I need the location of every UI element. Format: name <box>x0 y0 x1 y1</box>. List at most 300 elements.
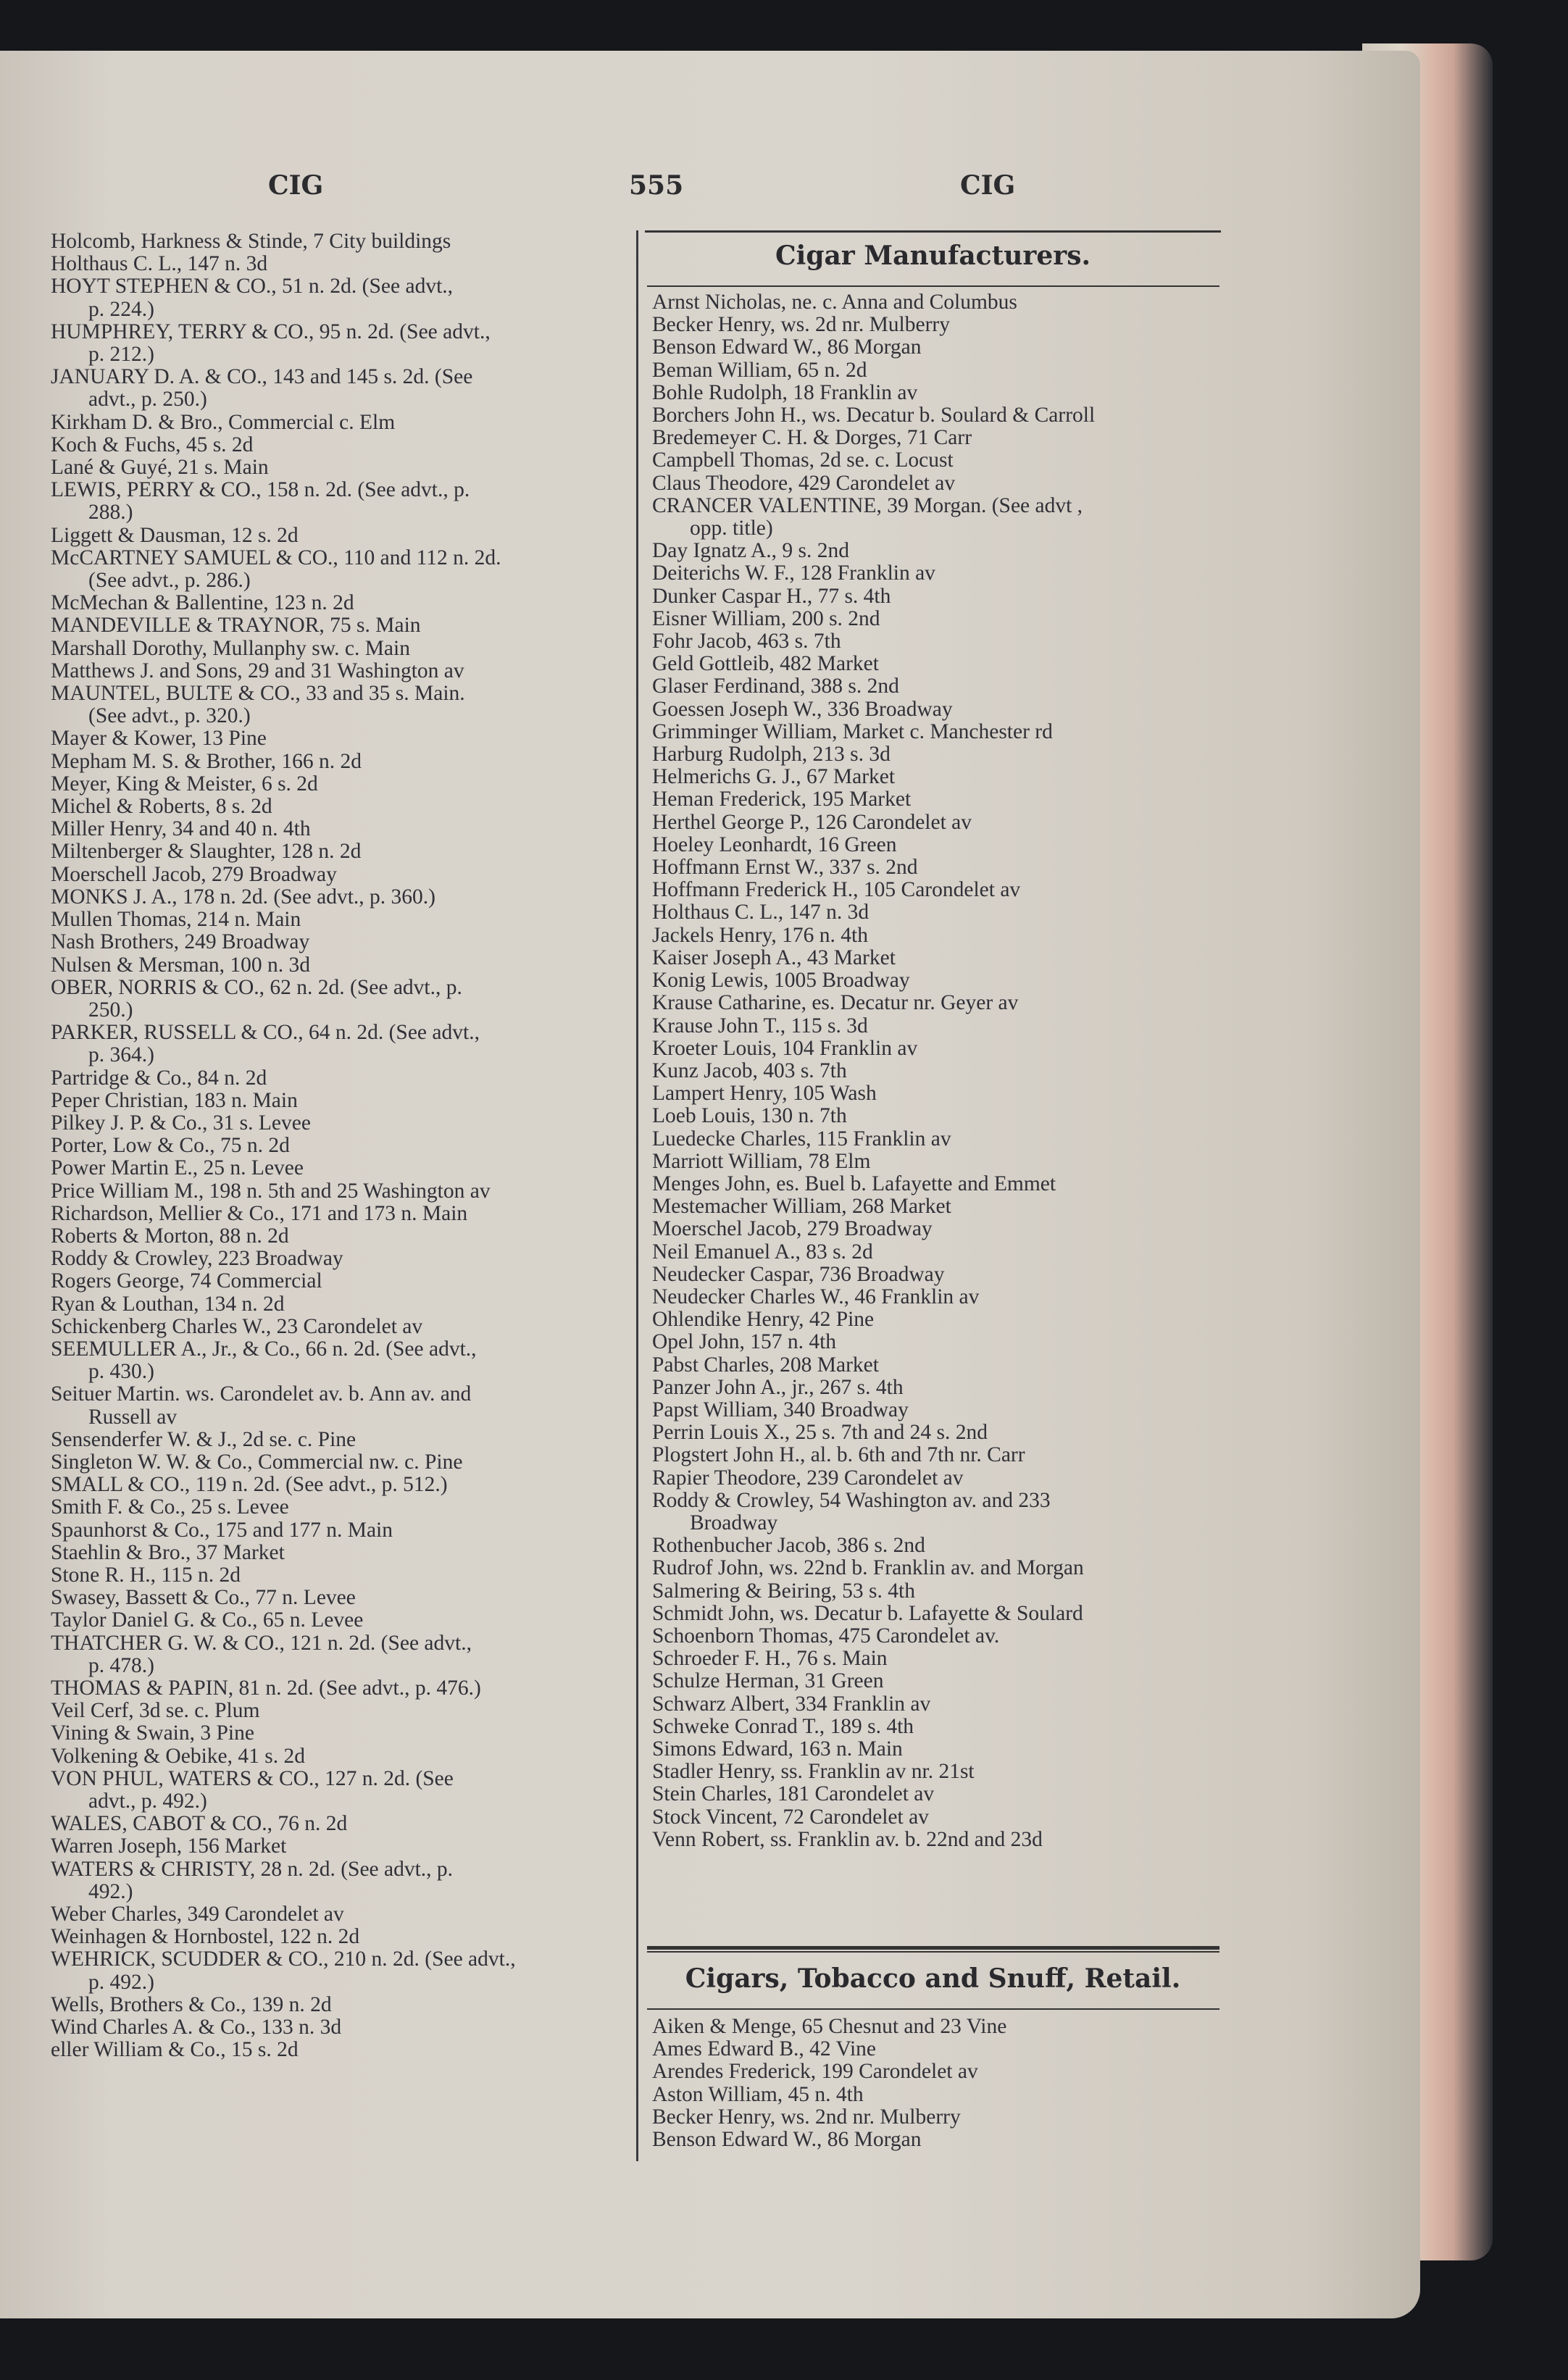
directory-entry <box>51 1022 635 1066</box>
entry-text: Mayer & Kower, 13 Pine <box>51 727 267 751</box>
directory-entry <box>652 2016 1225 2038</box>
entry-text: Mepham M. S. & Brother, 166 n. 2d <box>51 749 362 773</box>
directory-entry <box>51 1768 635 1813</box>
entry-text: Mullen Thomas, 214 n. Main <box>51 908 301 932</box>
manufacturers-listing <box>652 291 1225 1851</box>
directory-entry <box>51 1926 635 1948</box>
directory-entry <box>652 1444 1225 1466</box>
directory-entry <box>652 1308 1225 1331</box>
entry-text: Wells, Brothers & Co., 139 n. 2d <box>51 1992 332 2016</box>
entry-continuation: 492.) <box>88 1879 133 1903</box>
directory-entry <box>652 608 1225 630</box>
directory-entry <box>652 1105 1225 1127</box>
entry-text: Kunz Jacob, 403 s. 7th <box>652 1059 847 1082</box>
entry-text: Meyer, King & Meister, 6 s. 2d <box>51 772 318 796</box>
entry-text: Arnst Nicholas, ne. c. Anna and Columbus <box>652 291 1017 314</box>
entry-text: Simons Edward, 163 n. Main <box>652 1737 903 1761</box>
entry-text: Claus Theodore, 429 Carondelet av <box>652 471 956 495</box>
entry-text: Neil Emanuel A., 83 s. 2d <box>652 1240 873 1264</box>
directory-entry <box>652 2060 1225 2083</box>
directory-entry <box>51 1994 635 2016</box>
entry-text: Pabst Charles, 208 Market <box>652 1353 879 1377</box>
directory-entry <box>51 253 635 275</box>
directory-entry <box>51 479 635 524</box>
directory-entry <box>51 1542 635 1564</box>
entry-continuation: p. 478.) <box>88 1653 154 1677</box>
entry-text: Schulze Herman, 31 Green <box>652 1669 884 1693</box>
entry-text: Papst William, 340 Broadway <box>652 1398 909 1421</box>
column-divider <box>636 230 638 2161</box>
entry-text: Wind Charles A. & Co., 133 n. 3d <box>51 2016 342 2039</box>
directory-entry <box>51 638 635 660</box>
entry-text: Roddy & Crowley, 223 Broadway <box>51 1247 343 1271</box>
entry-text: Rapier Theodore, 239 Carondelet av <box>652 1466 964 1490</box>
directory-entry <box>51 1813 635 1835</box>
entry-text: Arendes Frederick, 199 Carondelet av <box>652 2060 978 2084</box>
entry-text: HOYT STEPHEN & CO., 51 n. 2d. (See advt., <box>51 275 454 298</box>
entry-text: Marshall Dorothy, Mullanphy sw. c. Main <box>51 636 410 660</box>
directory-entry <box>51 1632 635 1677</box>
entry-text: WEHRICK, SCUDDER & CO., 210 n. 2d. (See advt., <box>51 1947 516 1971</box>
directory-entry <box>652 743 1225 766</box>
directory-entry <box>652 449 1225 472</box>
directory-entry <box>652 811 1225 834</box>
entry-text: MONKS J. A., 178 n. 2d. (See advt., p. 360.) <box>51 885 435 909</box>
entry-text: Weber Charles, 349 Carondelet av <box>51 1903 344 1926</box>
directory-entry <box>51 1700 635 1722</box>
entry-text: MAUNTEL, BULTE & CO., 33 and 35 s. Main. <box>51 682 465 706</box>
directory-entry <box>652 1625 1225 1648</box>
entry-text: Holcomb, Harkness & Stinde, 7 City buildings <box>51 230 451 253</box>
entry-text: WATERS & CHRISTY, 28 n. 2d. (See advt., p. <box>51 1857 454 1881</box>
entry-text: Herthel George P., 126 Carondelet av <box>652 810 972 834</box>
section-rule <box>647 2008 1219 2010</box>
entry-text: Seituer Martin. ws. Carondelet av. b. Ann av. and <box>51 1382 472 1406</box>
directory-entry <box>652 1082 1225 1105</box>
entry-text: Mestemacher William, 268 Market <box>652 1195 951 1219</box>
entry-continuation: 288.) <box>88 501 133 525</box>
directory-entry <box>51 864 635 886</box>
entry-continuation: 250.) <box>88 998 133 1022</box>
directory-entry <box>652 1377 1225 1399</box>
entry-text: Stone R. H., 115 n. 2d <box>51 1563 241 1587</box>
entry-text: Krause John T., 115 s. 3d <box>652 1014 868 1037</box>
entry-text: Porter, Low & Co., 75 n. 2d <box>51 1134 290 1158</box>
entry-text: JANUARY D. A. & CO., 143 and 145 s. 2d. (See <box>51 365 473 389</box>
entry-text: MANDEVILLE & TRAYNOR, 75 s. Main <box>51 614 421 638</box>
directory-entry <box>51 1609 635 1632</box>
entry-text: Holthaus C. L., 147 n. 3d <box>51 252 268 276</box>
entry-text: THOMAS & PAPIN, 81 n. 2d. (See advt., p. 476.) <box>51 1677 481 1700</box>
entry-text: PARKER, RUSSELL & CO., 64 n. 2d. (See advt., <box>51 1021 480 1045</box>
entry-text: Salmering & Beiring, 53 s. 4th <box>652 1579 915 1603</box>
entry-text: Geld Gottleib, 482 Market <box>652 652 879 676</box>
directory-entry <box>652 382 1225 404</box>
entry-text: Volkening & Oebike, 41 s. 2d <box>51 1744 305 1768</box>
entry-text: Schroeder F. H., 76 s. Main <box>652 1647 888 1671</box>
directory-entry <box>652 1264 1225 1286</box>
entry-text: Power Martin E., 25 n. Levee <box>51 1156 304 1180</box>
entry-text: Lampert Henry, 105 Wash <box>652 1082 877 1106</box>
directory-entry <box>51 1722 635 1745</box>
entry-text: Hoeley Leonhardt, 16 Green <box>652 832 897 856</box>
entry-text: Goessen Joseph W., 336 Broadway <box>652 697 953 721</box>
directory-entry <box>652 969 1225 992</box>
directory-entry <box>652 291 1225 314</box>
directory-entry <box>652 1557 1225 1579</box>
entry-text: Smith F. & Co., 25 s. Levee <box>51 1495 289 1519</box>
directory-entry <box>652 1015 1225 1037</box>
entry-text: Miller Henry, 34 and 40 n. 4th <box>51 817 311 841</box>
entry-continuation: p. 224.) <box>88 297 154 321</box>
entry-text: Campbell Thomas, 2d se. c. Locust <box>652 448 954 472</box>
entry-text: Ohlendike Henry, 42 Pine <box>652 1308 875 1332</box>
directory-entry <box>51 1858 635 1903</box>
entry-text: Ryan & Louthan, 134 n. 2d <box>51 1292 285 1316</box>
entry-text: Staehlin & Bro., 37 Market <box>51 1540 285 1564</box>
directory-entry <box>652 1535 1225 1557</box>
directory-entry <box>652 1060 1225 1082</box>
directory-entry <box>652 856 1225 879</box>
entry-text: SMALL & CO., 119 n. 2d. (See advt., p. 512.) <box>51 1473 448 1497</box>
entry-text: Neudecker Caspar, 736 Broadway <box>652 1262 945 1286</box>
directory-entry <box>652 698 1225 721</box>
section-heading-manufacturers: Cigar Manufacturers. <box>775 241 1091 271</box>
directory-entry <box>51 773 635 796</box>
entry-text: McCARTNEY SAMUEL & CO., 110 and 112 n. 2d. <box>51 546 501 569</box>
directory-entry <box>652 2106 1225 2129</box>
entry-text: Krause Catharine, es. Decatur nr. Geyer av <box>652 991 1019 1015</box>
directory-entry <box>51 1564 635 1587</box>
entry-text: Stock Vincent, 72 Carondelet av <box>652 1805 929 1829</box>
directory-entry <box>652 1037 1225 1060</box>
entry-continuation: (See advt., p. 320.) <box>88 704 251 728</box>
directory-entry <box>51 1135 635 1157</box>
entry-text: Swasey, Bassett & Co., 77 n. Levee <box>51 1586 356 1610</box>
entry-text: Spaunhorst & Co., 175 and 177 n. Main <box>51 1518 393 1542</box>
entry-text: Schwarz Albert, 334 Franklin av <box>652 1692 931 1716</box>
entry-text: Kroeter Louis, 104 Franklin av <box>652 1036 918 1060</box>
directory-entry <box>51 660 635 682</box>
header-left-keyword: CIG <box>268 170 324 201</box>
directory-entry <box>51 1157 635 1179</box>
directory-entry <box>51 1090 635 1112</box>
entry-text: Stadler Henry, ss. Franklin av nr. 21st <box>652 1760 975 1784</box>
entry-text: Schmidt John, ws. Decatur b. Lafayette & Soulard <box>652 1601 1083 1625</box>
left-column-listing <box>51 230 635 2061</box>
directory-entry <box>652 1693 1225 1716</box>
directory-entry <box>51 547 635 592</box>
directory-entry <box>652 1761 1225 1783</box>
entry-text: Sensenderfer W. & J., 2d se. c. Pine <box>51 1427 356 1451</box>
directory-entry <box>51 1225 635 1248</box>
entry-text: Nulsen & Mersman, 100 n. 3d <box>51 953 311 977</box>
entry-text: Heman Frederick, 195 Market <box>652 788 912 811</box>
directory-entry <box>51 275 635 320</box>
entry-text: Eisner William, 200 s. 2nd <box>652 606 880 630</box>
entry-continuation: opp. title) <box>690 517 773 540</box>
entry-text: Plogstert John H., al. b. 6th and 7th nr. Carr <box>652 1443 1025 1467</box>
entry-text: Perrin Louis X., 25 s. 7th and 24 s. 2nd <box>652 1421 988 1445</box>
directory-entry <box>652 1490 1225 1535</box>
entry-text: Jackels Henry, 176 n. 4th <box>652 923 868 947</box>
directory-entry <box>652 2038 1225 2060</box>
directory-entry <box>51 2016 635 2039</box>
entry-text: Menges John, es. Buel b. Lafayette and Emmet <box>652 1172 1056 1195</box>
entry-text: Aiken & Menge, 65 Chesnut and 23 Vine <box>652 2015 1007 2038</box>
entry-text: Benson Edward W., 86 Morgan <box>652 335 922 359</box>
directory-entry <box>652 721 1225 743</box>
directory-entry <box>652 1467 1225 1490</box>
entry-text: Loeb Louis, 130 n. 7th <box>652 1104 847 1128</box>
entry-text: Venn Robert, ss. Franklin av. b. 22nd and 23d <box>652 1827 1043 1851</box>
entry-continuation: p. 364.) <box>88 1043 154 1067</box>
directory-entry <box>652 1173 1225 1195</box>
directory-entry <box>652 472 1225 495</box>
directory-entry <box>51 1270 635 1293</box>
directory-entry <box>51 230 635 253</box>
entry-text: SEEMULLER A., Jr., & Co., 66 n. 2d. (See advt., <box>51 1337 477 1361</box>
entry-text: Rothenbucher Jacob, 386 s. 2nd <box>652 1534 925 1558</box>
entry-continuation: p. 492.) <box>88 1970 154 1994</box>
section-rule <box>647 285 1219 287</box>
directory-entry <box>652 901 1225 924</box>
entry-text: Veil Cerf, 3d se. c. Plum <box>51 1699 260 1723</box>
directory-entry <box>652 562 1225 585</box>
section-heading-retail: Cigars, Tobacco and Snuff, Retail. <box>685 1963 1181 1994</box>
directory-entry <box>51 1677 635 1700</box>
directory-entry <box>51 434 635 456</box>
entry-continuation: (See advt., p. 286.) <box>88 569 251 593</box>
directory-entry <box>652 1738 1225 1761</box>
directory-entry <box>51 1496 635 1519</box>
entry-text: Grimminger William, Market c. Manchester rd <box>652 719 1053 743</box>
entry-text: Ames Edward B., 42 Vine <box>652 2037 877 2061</box>
directory-entry <box>652 1241 1225 1264</box>
directory-entry <box>652 314 1225 336</box>
entry-text: Becker Henry, ws. 2nd nr. Mulberry <box>652 2105 961 2129</box>
directory-entry <box>652 675 1225 698</box>
entry-text: Liggett & Dausman, 12 s. 2d <box>51 523 299 547</box>
entry-text: Pilkey J. P. & Co., 31 s. Levee <box>51 1111 311 1135</box>
directory-entry <box>51 977 635 1022</box>
entry-text: Price William M., 198 n. 5th and 25 Washington av <box>51 1179 491 1203</box>
entry-text: Moerschell Jacob, 279 Broadway <box>51 862 337 886</box>
directory-entry <box>652 1421 1225 1444</box>
entry-text: Schickenberg Charles W., 23 Carondelet av <box>51 1314 423 1338</box>
directory-entry <box>652 1128 1225 1151</box>
directory-entry <box>652 879 1225 901</box>
directory-entry <box>51 909 635 931</box>
entry-text: Stein Charles, 181 Carondelet av <box>652 1782 935 1806</box>
entry-text: Koch & Fuchs, 45 s. 2d <box>51 433 254 456</box>
directory-entry <box>51 1519 635 1542</box>
entry-text: Kaiser Joseph A., 43 Market <box>652 945 896 969</box>
entry-text: Becker Henry, ws. 2d nr. Mulberry <box>652 313 950 337</box>
entry-text: Roberts & Morton, 88 n. 2d <box>51 1224 289 1248</box>
entry-text: Weinhagen & Hornbostel, 122 n. 2d <box>51 1925 360 1949</box>
directory-entry <box>51 886 635 909</box>
entry-text: Moerschel Jacob, 279 Broadway <box>652 1217 933 1241</box>
header-right-keyword: CIG <box>960 170 1016 201</box>
entry-text: Warren Joseph, 156 Market <box>51 1834 287 1858</box>
directory-entry <box>652 1783 1225 1805</box>
directory-entry <box>51 366 635 411</box>
directory-entry <box>51 412 635 434</box>
directory-entry <box>51 1903 635 1926</box>
entry-text: VON PHUL, WATERS & CO., 127 n. 2d. (See <box>51 1766 454 1790</box>
directory-entry <box>51 1067 635 1090</box>
directory-entry <box>652 404 1225 427</box>
entry-text: Benson Edward W., 86 Morgan <box>652 2128 922 2152</box>
directory-entry <box>51 1745 635 1768</box>
entry-text: Hoffmann Frederick H., 105 Carondelet av <box>652 878 1021 902</box>
entry-continuation: Broadway <box>690 1511 778 1535</box>
retail-listing <box>652 2016 1225 2151</box>
directory-entry <box>652 1218 1225 1240</box>
directory-entry <box>51 592 635 614</box>
directory-entry <box>652 788 1225 811</box>
entry-text: Fohr Jacob, 463 s. 7th <box>652 630 841 654</box>
directory-entry <box>51 796 635 818</box>
entry-text: Rogers George, 74 Commercial <box>51 1269 322 1293</box>
directory-entry <box>51 1316 635 1338</box>
entry-text: Richardson, Mellier & Co., 171 and 173 n. Main <box>51 1201 468 1225</box>
directory-entry <box>51 1180 635 1203</box>
directory-entry <box>652 834 1225 856</box>
entry-text: Aston William, 45 n. 4th <box>652 2082 864 2106</box>
directory-entry <box>51 682 635 727</box>
entry-text: Partridge & Co., 84 n. 2d <box>51 1066 267 1090</box>
entry-continuation: p. 212.) <box>88 343 154 367</box>
directory-entry <box>652 1806 1225 1829</box>
directory-entry <box>652 2084 1225 2106</box>
directory-entry <box>51 1587 635 1609</box>
entry-text: Hoffmann Ernst W., 337 s. 2nd <box>652 856 918 880</box>
directory-entry <box>51 840 635 863</box>
directory-entry <box>652 540 1225 562</box>
entry-text: Michel & Roberts, 8 s. 2d <box>51 795 272 819</box>
entry-text: Helmerichs G. J., 67 Market <box>652 765 896 789</box>
directory-entry <box>652 1829 1225 1851</box>
section-double-rule <box>647 1946 1219 1953</box>
entry-text: Borchers John H., ws. Decatur b. Soulard & Carroll <box>652 404 1096 427</box>
entry-text: Deiterichs W. F., 128 Franklin av <box>652 561 935 585</box>
directory-entry <box>652 1195 1225 1218</box>
page-number: 555 <box>629 170 684 201</box>
entry-text: CRANCER VALENTINE, 39 Morgan. (See advt , <box>652 493 1083 517</box>
entry-text: LEWIS, PERRY & CO., 158 n. 2d. (See advt., p. <box>51 478 470 502</box>
directory-entry <box>51 1203 635 1225</box>
entry-text: Harburg Rudolph, 213 s. 3d <box>652 743 891 767</box>
directory-entry <box>51 456 635 479</box>
entry-text: Bredemeyer C. H. & Dorges, 71 Carr <box>652 426 972 450</box>
entry-text: Bohle Rudolph, 18 Franklin av <box>652 380 918 404</box>
directory-entry <box>51 1112 635 1135</box>
entry-text: Luedecke Charles, 115 Franklin av <box>652 1127 951 1151</box>
page-header <box>0 170 1377 214</box>
directory-entry <box>652 766 1225 788</box>
entry-text: McMechan & Ballentine, 123 n. 2d <box>51 591 354 615</box>
directory-entry <box>652 1670 1225 1692</box>
directory-entry <box>51 727 635 750</box>
entry-text: HUMPHREY, TERRY & CO., 95 n. 2d. (See advt., <box>51 320 491 343</box>
entry-text: Singleton W. W. & Co., Commercial nw. c. Pine <box>51 1450 463 1474</box>
directory-entry <box>51 1451 635 1474</box>
entry-text: Schoenborn Thomas, 475 Carondelet av. <box>652 1624 1000 1648</box>
directory-entry <box>51 1474 635 1496</box>
entry-text: Opel John, 157 n. 4th <box>652 1330 837 1354</box>
directory-entry <box>51 931 635 953</box>
directory-entry <box>652 427 1225 449</box>
directory-entry <box>652 1603 1225 1625</box>
entry-text: OBER, NORRIS & CO., 62 n. 2d. (See advt., p. <box>51 975 462 999</box>
directory-entry <box>51 751 635 773</box>
entry-text: eller William & Co., 15 s. 2d <box>51 2038 299 2062</box>
directory-entry <box>51 1383 635 1428</box>
entry-text: Lané & Guyé, 21 s. Main <box>51 456 269 480</box>
entry-text: Matthews J. and Sons, 29 and 31 Washington av <box>51 659 464 682</box>
directory-entry <box>652 495 1225 540</box>
entry-text: Glaser Ferdinand, 388 s. 2nd <box>652 675 899 698</box>
directory-entry <box>51 1948 635 1993</box>
entry-text: THATCHER G. W. & CO., 121 n. 2d. (See advt., <box>51 1631 472 1655</box>
entry-text: Peper Christian, 183 n. Main <box>51 1088 298 1112</box>
directory-entry <box>51 614 635 637</box>
directory-entry <box>652 2129 1225 2151</box>
entry-text: Day Ignatz A., 9 s. 2nd <box>652 539 850 563</box>
directory-entry <box>652 359 1225 382</box>
directory-entry <box>652 630 1225 653</box>
entry-text: Dunker Caspar H., 77 s. 4th <box>652 584 891 608</box>
directory-entry <box>51 1338 635 1383</box>
entry-text: Rudrof John, ws. 22nd b. Franklin av. and Morgan <box>652 1556 1084 1580</box>
directory-entry <box>51 818 635 840</box>
directory-entry <box>652 1286 1225 1308</box>
directory-entry <box>51 525 635 547</box>
entry-continuation: Russell av <box>88 1405 178 1429</box>
entry-text: Kirkham D. & Bro., Commercial c. Elm <box>51 410 396 434</box>
entry-text: Vining & Swain, 3 Pine <box>51 1721 254 1745</box>
directory-entry <box>652 1399 1225 1421</box>
directory-entry <box>652 336 1225 359</box>
directory-entry <box>51 1248 635 1270</box>
directory-entry <box>652 1648 1225 1670</box>
directory-entry <box>51 1293 635 1316</box>
directory-entry <box>51 321 635 366</box>
entry-text: Beman William, 65 n. 2d <box>652 358 867 382</box>
directory-entry <box>51 1835 635 1858</box>
directory-entry <box>652 1580 1225 1603</box>
entry-continuation: p. 430.) <box>88 1360 154 1384</box>
entry-text: Schweke Conrad T., 189 s. 4th <box>652 1714 914 1738</box>
directory-entry <box>51 954 635 977</box>
entry-text: Nash Brothers, 249 Broadway <box>51 930 310 954</box>
entry-text: Marriott William, 78 Elm <box>652 1149 871 1173</box>
directory-entry <box>652 1354 1225 1377</box>
directory-entry <box>51 1429 635 1451</box>
entry-text: Panzer John A., jr., 267 s. 4th <box>652 1375 904 1399</box>
entry-text: Miltenberger & Slaughter, 128 n. 2d <box>51 840 362 864</box>
entry-text: Taylor Daniel G. & Co., 65 n. Levee <box>51 1608 364 1632</box>
directory-entry <box>652 653 1225 675</box>
entry-text: Konig Lewis, 1005 Broadway <box>652 969 910 993</box>
entry-continuation: advt., p. 250.) <box>88 388 207 412</box>
directory-entry <box>652 1716 1225 1738</box>
directory-entry <box>652 992 1225 1014</box>
header-rule <box>645 230 1221 233</box>
entry-continuation: advt., p. 492.) <box>88 1790 207 1813</box>
